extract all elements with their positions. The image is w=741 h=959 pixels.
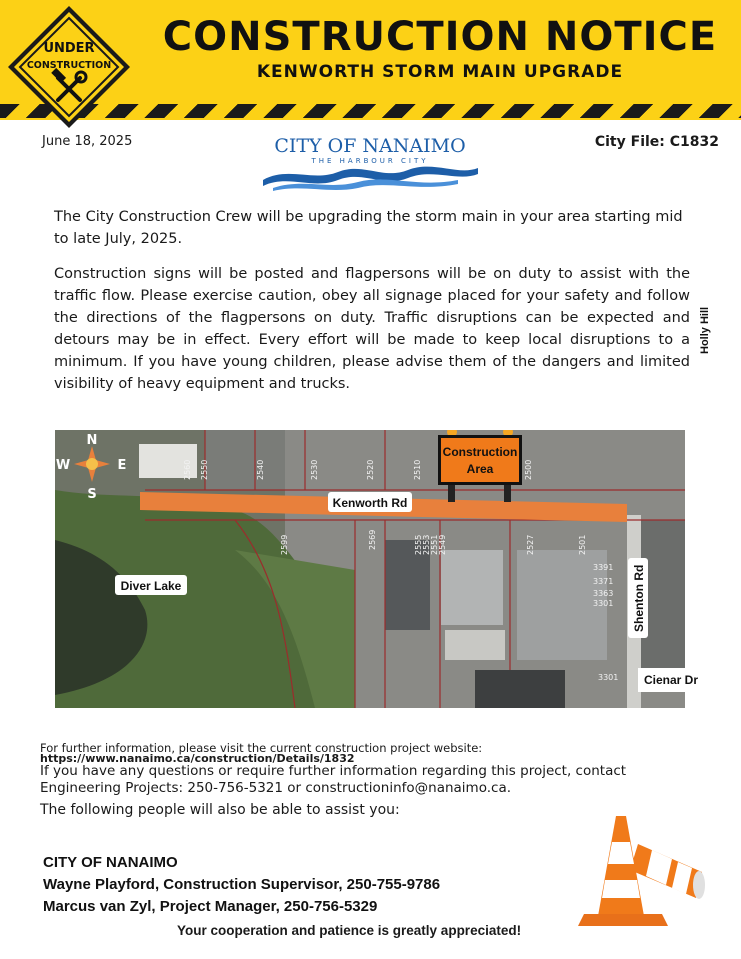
lot-number: 2527 — [526, 534, 535, 555]
compass-n: N — [86, 433, 98, 448]
intro-paragraph: The City Construction Crew will be upgrading the storm main in your area starting mid to late July, 2025. — [54, 209, 683, 247]
cienar-dr-label: Cienar Dr — [644, 673, 699, 687]
logo-tagline: THE HARBOUR CITY — [311, 157, 429, 165]
under-construction-sign-icon — [4, 2, 134, 132]
lot-number: 2540 — [256, 459, 265, 480]
lot-number: 2560 — [183, 459, 192, 480]
lot-number: 2569 — [368, 529, 377, 550]
contact-person: Marcus van Zyl, Project Manager, 250-756-5329 — [43, 898, 378, 915]
lot-number: 2510 — [413, 459, 422, 480]
details-paragraph: Construction signs will be posted and flagpersons will be on duty to assist with the traffic flow. Please exercise caution, obey all signage placed for your safety and follow the directions of the flagpersons on duty. Traffic disruptions can be expected and detours may be in effect. Every effort will be made to keep local disruptions to a minimum. If you have young children, please advise them of the dangers and limited visibility of heavy equipment and trucks. — [54, 266, 690, 392]
lot-number: 2520 — [366, 459, 375, 480]
lot-number: 3371 — [593, 577, 614, 586]
city-of-nanaimo-logo — [258, 132, 483, 192]
project-subtitle: KENWORTH STORM MAIN UPGRADE — [256, 62, 624, 82]
traffic-cones-icon — [578, 812, 708, 932]
lot-number: 2555 — [414, 534, 423, 555]
info-contact-text: If you have any questions or require further information regarding this project, contact Engineering Projects: 250-756-5321 or constructioninfo@nanaimo.ca. — [40, 763, 627, 796]
lot-number: 3363 — [593, 589, 614, 598]
lot-number: 2530 — [310, 459, 319, 480]
contact-org: CITY OF NANAIMO — [43, 854, 178, 871]
lot-number: 3391 — [593, 563, 614, 572]
holly-hill-label — [693, 300, 715, 360]
sign-line-under: UNDER — [43, 41, 95, 56]
construction-area-line1: Construction — [442, 445, 518, 459]
compass-e: E — [117, 458, 127, 473]
lot-number: 2549 — [438, 534, 447, 555]
lot-number: 3301 — [598, 673, 619, 682]
lot-number: 2551 — [430, 534, 439, 555]
notice-title: CONSTRUCTION NOTICE — [162, 14, 718, 60]
lot-number: 2553 — [422, 534, 431, 555]
lot-number: 2500 — [524, 459, 533, 480]
lot-number: 2599 — [280, 534, 289, 555]
contact-list — [43, 852, 440, 918]
shenton-rd-label: Shenton Rd — [632, 564, 646, 632]
notice-date: June 18, 2025 — [42, 134, 133, 149]
diver-lake-label: Diver Lake — [120, 579, 182, 593]
lot-number: 2550 — [200, 459, 209, 480]
project-website-link[interactable]: https://www.nanaimo.ca/construction/Details/1832 — [40, 752, 355, 765]
compass-s: S — [87, 487, 97, 502]
info-website-intro: For further information, please visit the current construction project website: — [40, 741, 483, 755]
sign-line-construction: CONSTRUCTION — [26, 60, 112, 71]
compass-w: W — [55, 458, 71, 473]
kenworth-rd-label: Kenworth Rd — [332, 496, 408, 510]
city-file-number: City File: C1832 — [594, 134, 719, 150]
info-assist-text: The following people will also be able to assist you: — [40, 802, 400, 818]
site-map — [55, 430, 685, 708]
lot-number: 3301 — [593, 599, 614, 608]
lot-number: 2501 — [578, 534, 587, 555]
logo-name: CITY OF NANAIMO — [274, 135, 466, 157]
construction-area-line2: Area — [466, 462, 494, 476]
closing-message: Your cooperation and patience is greatly appreciated! — [177, 923, 522, 938]
contact-person: Wayne Playford, Construction Supervisor, 250-755-9786 — [43, 876, 441, 893]
holly-hill-text: Holly Hill — [699, 306, 711, 354]
